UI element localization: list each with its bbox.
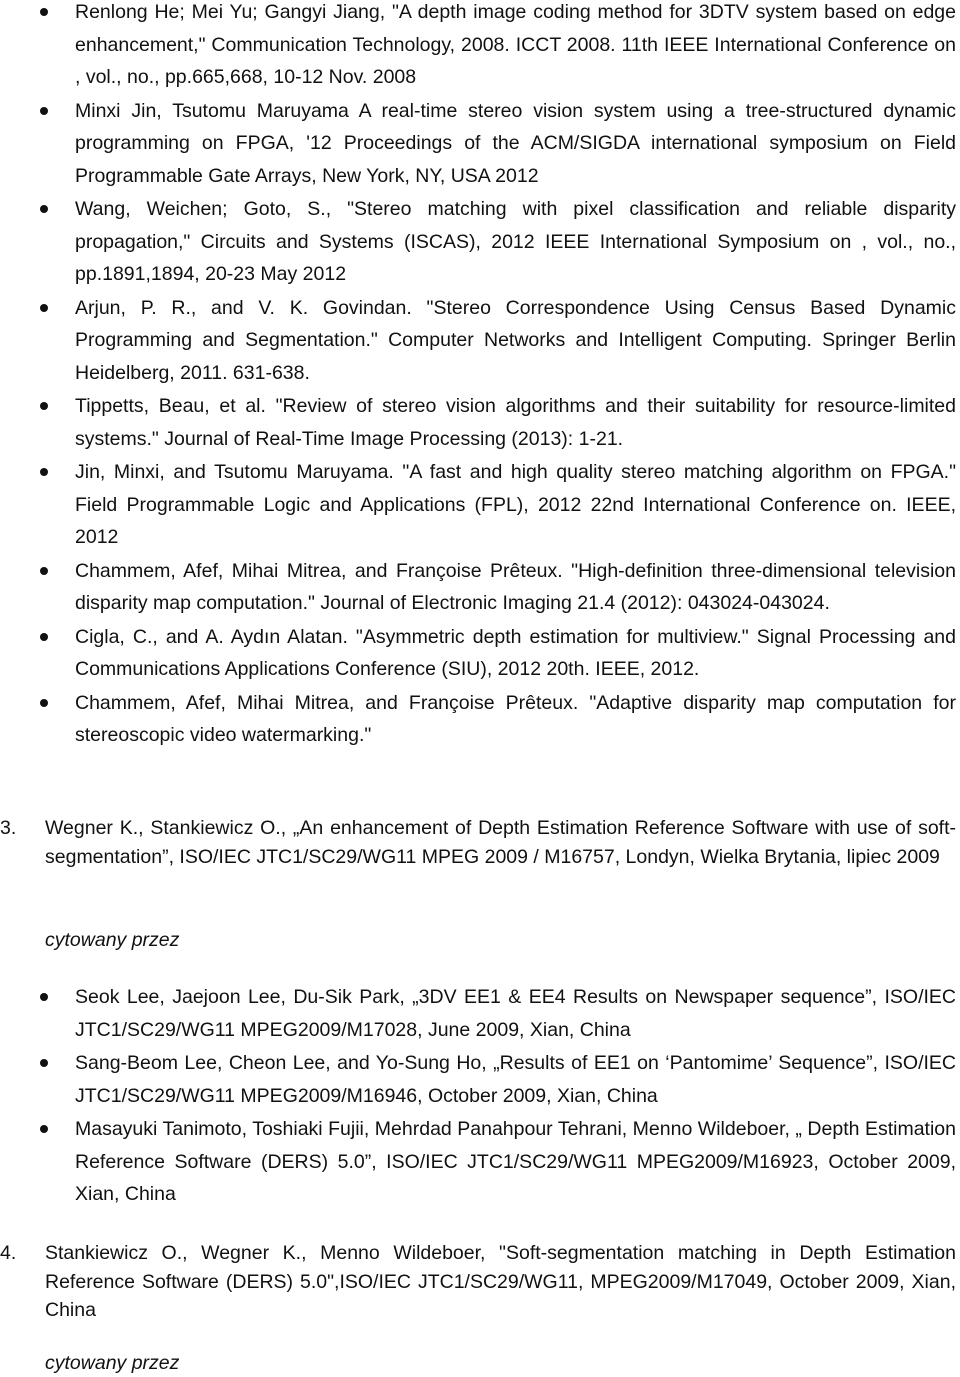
- reference-text: Cigla, C., and A. Aydın Alatan. "Asymmetric depth estimation for multiview." Signal Processing and Communications Applications Conference (SIU), 2012 20th. IEEE, 2012.: [75, 625, 956, 680]
- reference-text: Masayuki Tanimoto, Toshiaki Fujii, Mehrdad Panahpour Tehrani, Menno Wildeboer, „ Depth Estimation Reference Software (DERS) 5.0”, ISO/IEC JTC1/SC29/WG11 MPEG2009/M16923, October 2009, Xian, China: [75, 1118, 956, 1205]
- bullet-icon: [40, 402, 48, 410]
- reference-text: Renlong He; Mei Yu; Gangyi Jiang, "A depth image coding method for 3DTV system based on edge enhancement," Communication Technology, 2008. ICCT 2008. 11th IEEE International Conference on , vol., no., pp.665,668, 10-12 Nov. 2008: [75, 1, 956, 88]
- bullet-icon: [40, 567, 48, 575]
- list-item: [0, 292, 960, 390]
- reference-text: Sang-Beom Lee, Cheon Lee, and Yo-Sung Ho, „Results of EE1 on ‘Pantomime’ Sequence”, ISO/IEC JTC1/SC29/WG11 MPEG2009/M16946, October 2009, Xian, China: [75, 1052, 956, 1107]
- entry-text: Wegner K., Stankiewicz O., „An enhancement of Depth Estimation Reference Software with use of soft-segmentation”, ISO/IEC JTC1/SC29/WG11 MPEG 2009 / M16757, Londyn, Wielka Brytania, lipiec 2009: [45, 817, 956, 868]
- entry-text: Stankiewicz O., Wegner K., Menno Wildeboer, "Soft-segmentation matching in Depth Estimation Reference Software (DERS) 5.0",ISO/IEC JTC1/SC29/WG11, MPEG2009/M17049, October 2009, Xian, China: [45, 1242, 956, 1321]
- list-item: [0, 456, 960, 554]
- list-item: [0, 687, 960, 752]
- bullet-icon: [40, 1125, 48, 1133]
- bullet-icon: [40, 633, 48, 641]
- list-item: [0, 95, 960, 193]
- numbered-entry-4: [0, 1239, 960, 1325]
- numbered-entry-3: [0, 814, 960, 871]
- cited-by-heading: cytowany przez: [45, 929, 180, 951]
- list-item: [0, 193, 960, 291]
- reference-list-cited-by-item-3: [0, 981, 960, 1212]
- list-item: [0, 390, 960, 455]
- bullet-icon: [40, 205, 48, 213]
- list-item: [0, 1047, 960, 1112]
- reference-text: Arjun, P. R., and V. K. Govindan. "Stereo Correspondence Using Census Based Dynamic Programming and Segmentation." Computer Networks and Intelligent Computing. Springer Berlin Heidelberg, 2011. 631-638.: [75, 296, 956, 384]
- reference-text: Minxi Jin, Tsutomu Maruyama A real-time stereo vision system using a tree-structured dynamic programming on FPGA, '12 Proceedings of the ACM/SIGDA international symposium on Field Programmable Gate Arrays, New York, NY, USA 2012: [75, 99, 956, 187]
- bullet-icon: [40, 304, 48, 312]
- reference-text: Tippetts, Beau, et al. "Review of stereo vision algorithms and their suitability for resource-limited systems." Journal of Real-Time Image Processing (2013): 1-21.: [75, 395, 956, 450]
- cited-by-heading: cytowany przez: [45, 1352, 180, 1374]
- list-item: [0, 0, 960, 94]
- bullet-icon: [40, 8, 48, 16]
- entry-number: 4.: [0, 1242, 17, 1264]
- reference-text: Seok Lee, Jaejoon Lee, Du-Sik Park, „3DV EE1 & EE4 Results on Newspaper sequence”, ISO/IEC JTC1/SC29/WG11 MPEG2009/M17028, June 2009, Xian, China: [75, 986, 956, 1041]
- list-item: [0, 621, 960, 686]
- bullet-icon: [40, 993, 48, 1001]
- bullet-icon: [40, 699, 48, 707]
- bullet-icon: [40, 1059, 48, 1067]
- list-item: [0, 981, 960, 1046]
- reference-text: Jin, Minxi, and Tsutomu Maruyama. "A fast and high quality stereo matching algorithm on FPGA." Field Programmable Logic and Applications (FPL), 2012 22nd International Conference on. IEEE, 2012: [75, 461, 956, 548]
- list-item: [0, 555, 960, 620]
- list-item: [0, 1113, 960, 1211]
- reference-text: Wang, Weichen; Goto, S., "Stereo matching with pixel classification and reliable disparity propagation," Circuits and Systems (ISCAS), 2012 IEEE International Symposium on , vol., no., pp.1891,1894, 20-23 May 2012: [75, 198, 956, 285]
- reference-text: Chammem, Afef, Mihai Mitrea, and Françoise Prêteux. "Adaptive disparity map computation for stereoscopic video watermarking.": [75, 691, 956, 746]
- bullet-icon: [40, 107, 48, 115]
- entry-number: 3.: [0, 817, 17, 839]
- bullet-icon: [40, 468, 48, 476]
- reference-text: Chammem, Afef, Mihai Mitrea, and Françoise Prêteux. "High-definition three-dimensional television disparity map computation." Journal of Electronic Imaging 21.4 (2012): 043024-043024.: [75, 559, 956, 614]
